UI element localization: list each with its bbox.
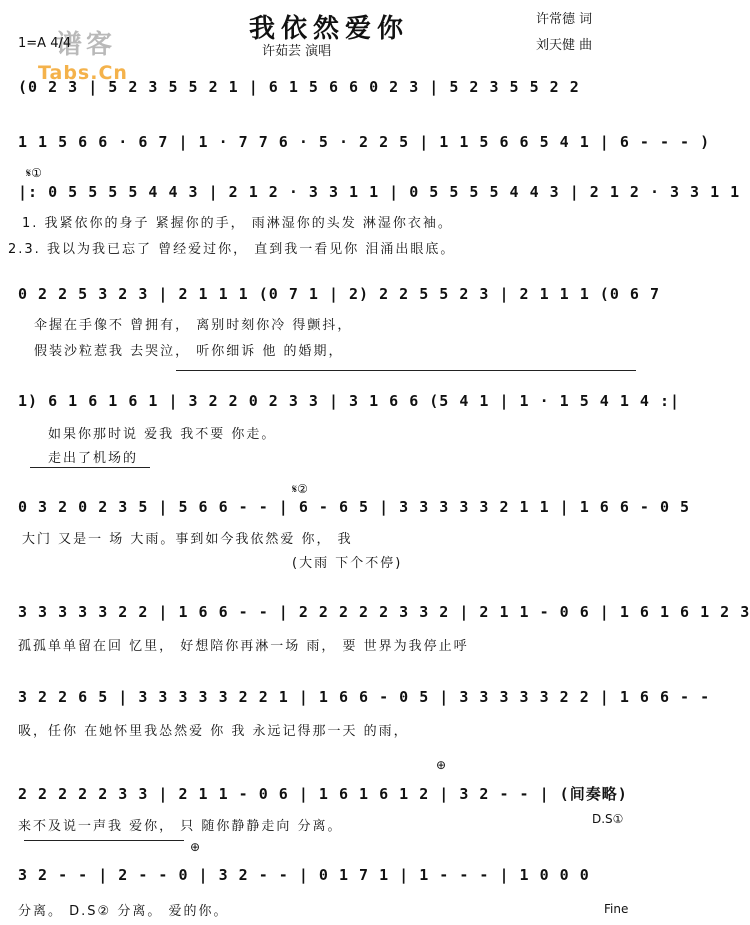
score-line-3: |: 0 5 5 5 5 4 4 3 | 2 1 2 · 3 3 1 1 | 0 5 5 5 5 4 4 3 | 2 1 2 · 3 3 1 1 [18, 183, 741, 201]
segno-mark-1: 𝄋① [26, 166, 42, 180]
volta-bracket-3 [24, 840, 184, 841]
score-line-10: 3 2 - - | 2 - - 0 | 3 2 - - | 0 1 7 1 | 1 - - - | 1 0 0 0 [18, 866, 590, 884]
volta-bracket-2 [30, 467, 150, 468]
score-line-6: 0 3 2 0 2 3 5 | 5 6 6 - - | 6 - 6 5 | 3 3 3 3 3 2 1 1 | 1 6 6 - 0 5 [18, 498, 691, 516]
lyric-line-3a: 1. 我紧依你的身子 紧握你的手， 雨淋湿你的头发 淋湿你衣袖。 [22, 216, 453, 231]
score-line-9: 2 2 2 2 2 3 3 | 2 1 1 - 0 6 | 1 6 1 6 1 2 | 3 2 - - | (间奏略) [18, 785, 628, 803]
volta-bracket-1 [176, 370, 636, 371]
lyric-line-7: 孤孤单单留在回 忆里， 好想陪你再淋一场 雨， 要 世界为我停止呼 [18, 639, 469, 654]
watermark-site: Tabs.Cn [38, 62, 128, 84]
score-line-1: (0 2 3 | 5 2 3 5 5 2 1 | 6 1 5 6 6 0 2 3 | 5 2 3 5 5 2 2 [18, 78, 580, 96]
lyric-line-3b: 2.3. 我以为我已忘了 曾经爱过你， 直到我一看见你 泪涌出眼底。 [8, 242, 456, 257]
coda-icon: ⊕ [436, 758, 447, 772]
lyric-line-10: 分离。 D.S② 分离。 爱的你。 [18, 904, 229, 919]
lyric-line-5a: 如果你那时说 爱我 我不要 你走。 [48, 427, 277, 442]
segno-mark-2: 𝄋② [292, 482, 308, 496]
lyric-line-4a: 伞握在手像不 曾拥有， 离别时刻你冷 得颤抖， [34, 318, 353, 333]
singer-credit: 许茹芸 演唱 [262, 44, 332, 59]
song-title: 我依然爱你 [248, 14, 409, 44]
score-line-2: 1 1 5 6 6 · 6 7 | 1 · 7 7 6 · 5 · 2 2 5 | 1 1 5 6 6 5 4 1 | 6 - - - ) [18, 133, 711, 151]
lyric-line-4b: 假装沙粒惹我 去哭泣， 听你细诉 他 的婚期， [34, 344, 344, 359]
score-line-8: 3 2 2 6 5 | 3 3 3 3 3 2 2 1 | 1 6 6 - 0 5 | 3 3 3 3 3 2 2 | 1 6 6 - - [18, 688, 711, 706]
lyric-line-6b: (大雨 下个不停) [292, 556, 403, 571]
ds-mark-1: D.S① [592, 812, 624, 826]
score-line-7: 3 3 3 3 3 2 2 | 1 6 6 - - | 2 2 2 2 2 3 3 2 | 2 1 1 - 0 6 | 1 6 1 6 1 2 3 [18, 603, 750, 621]
lyric-line-9: 来不及说一声我 爱你， 只 随你静静走向 分离。 [18, 819, 343, 834]
lyric-line-5b: 走出了机场的 [48, 451, 139, 466]
key-signature: 1=A 4/4 [18, 36, 72, 51]
composer-credit: 刘天健 曲 [536, 38, 593, 53]
fine-mark: Fine [604, 902, 629, 916]
coda-icon-2: ⊕ [190, 840, 201, 854]
score-line-5: 1) 6 1 6 1 6 1 | 3 2 2 0 2 3 3 | 3 1 6 6 (5 4 1 | 1 · 1 5 4 1 4 :| [18, 392, 681, 410]
lyric-line-6a: 大门 又是一 场 大雨。事到如今我依然爱 你， 我 [22, 532, 353, 547]
lyricist-credit: 许常德 词 [536, 12, 593, 27]
lyric-line-8: 吸，任你 在她怀里我怂然爱 你 我 永远记得那一天 的雨， [18, 724, 409, 739]
watermark-brand: 谱客 [56, 30, 117, 60]
score-line-4: 0 2 2 5 3 2 3 | 2 1 1 1 (0 7 1 | 2) 2 2 5 5 2 3 | 2 1 1 1 (0 6 7 [18, 285, 660, 303]
